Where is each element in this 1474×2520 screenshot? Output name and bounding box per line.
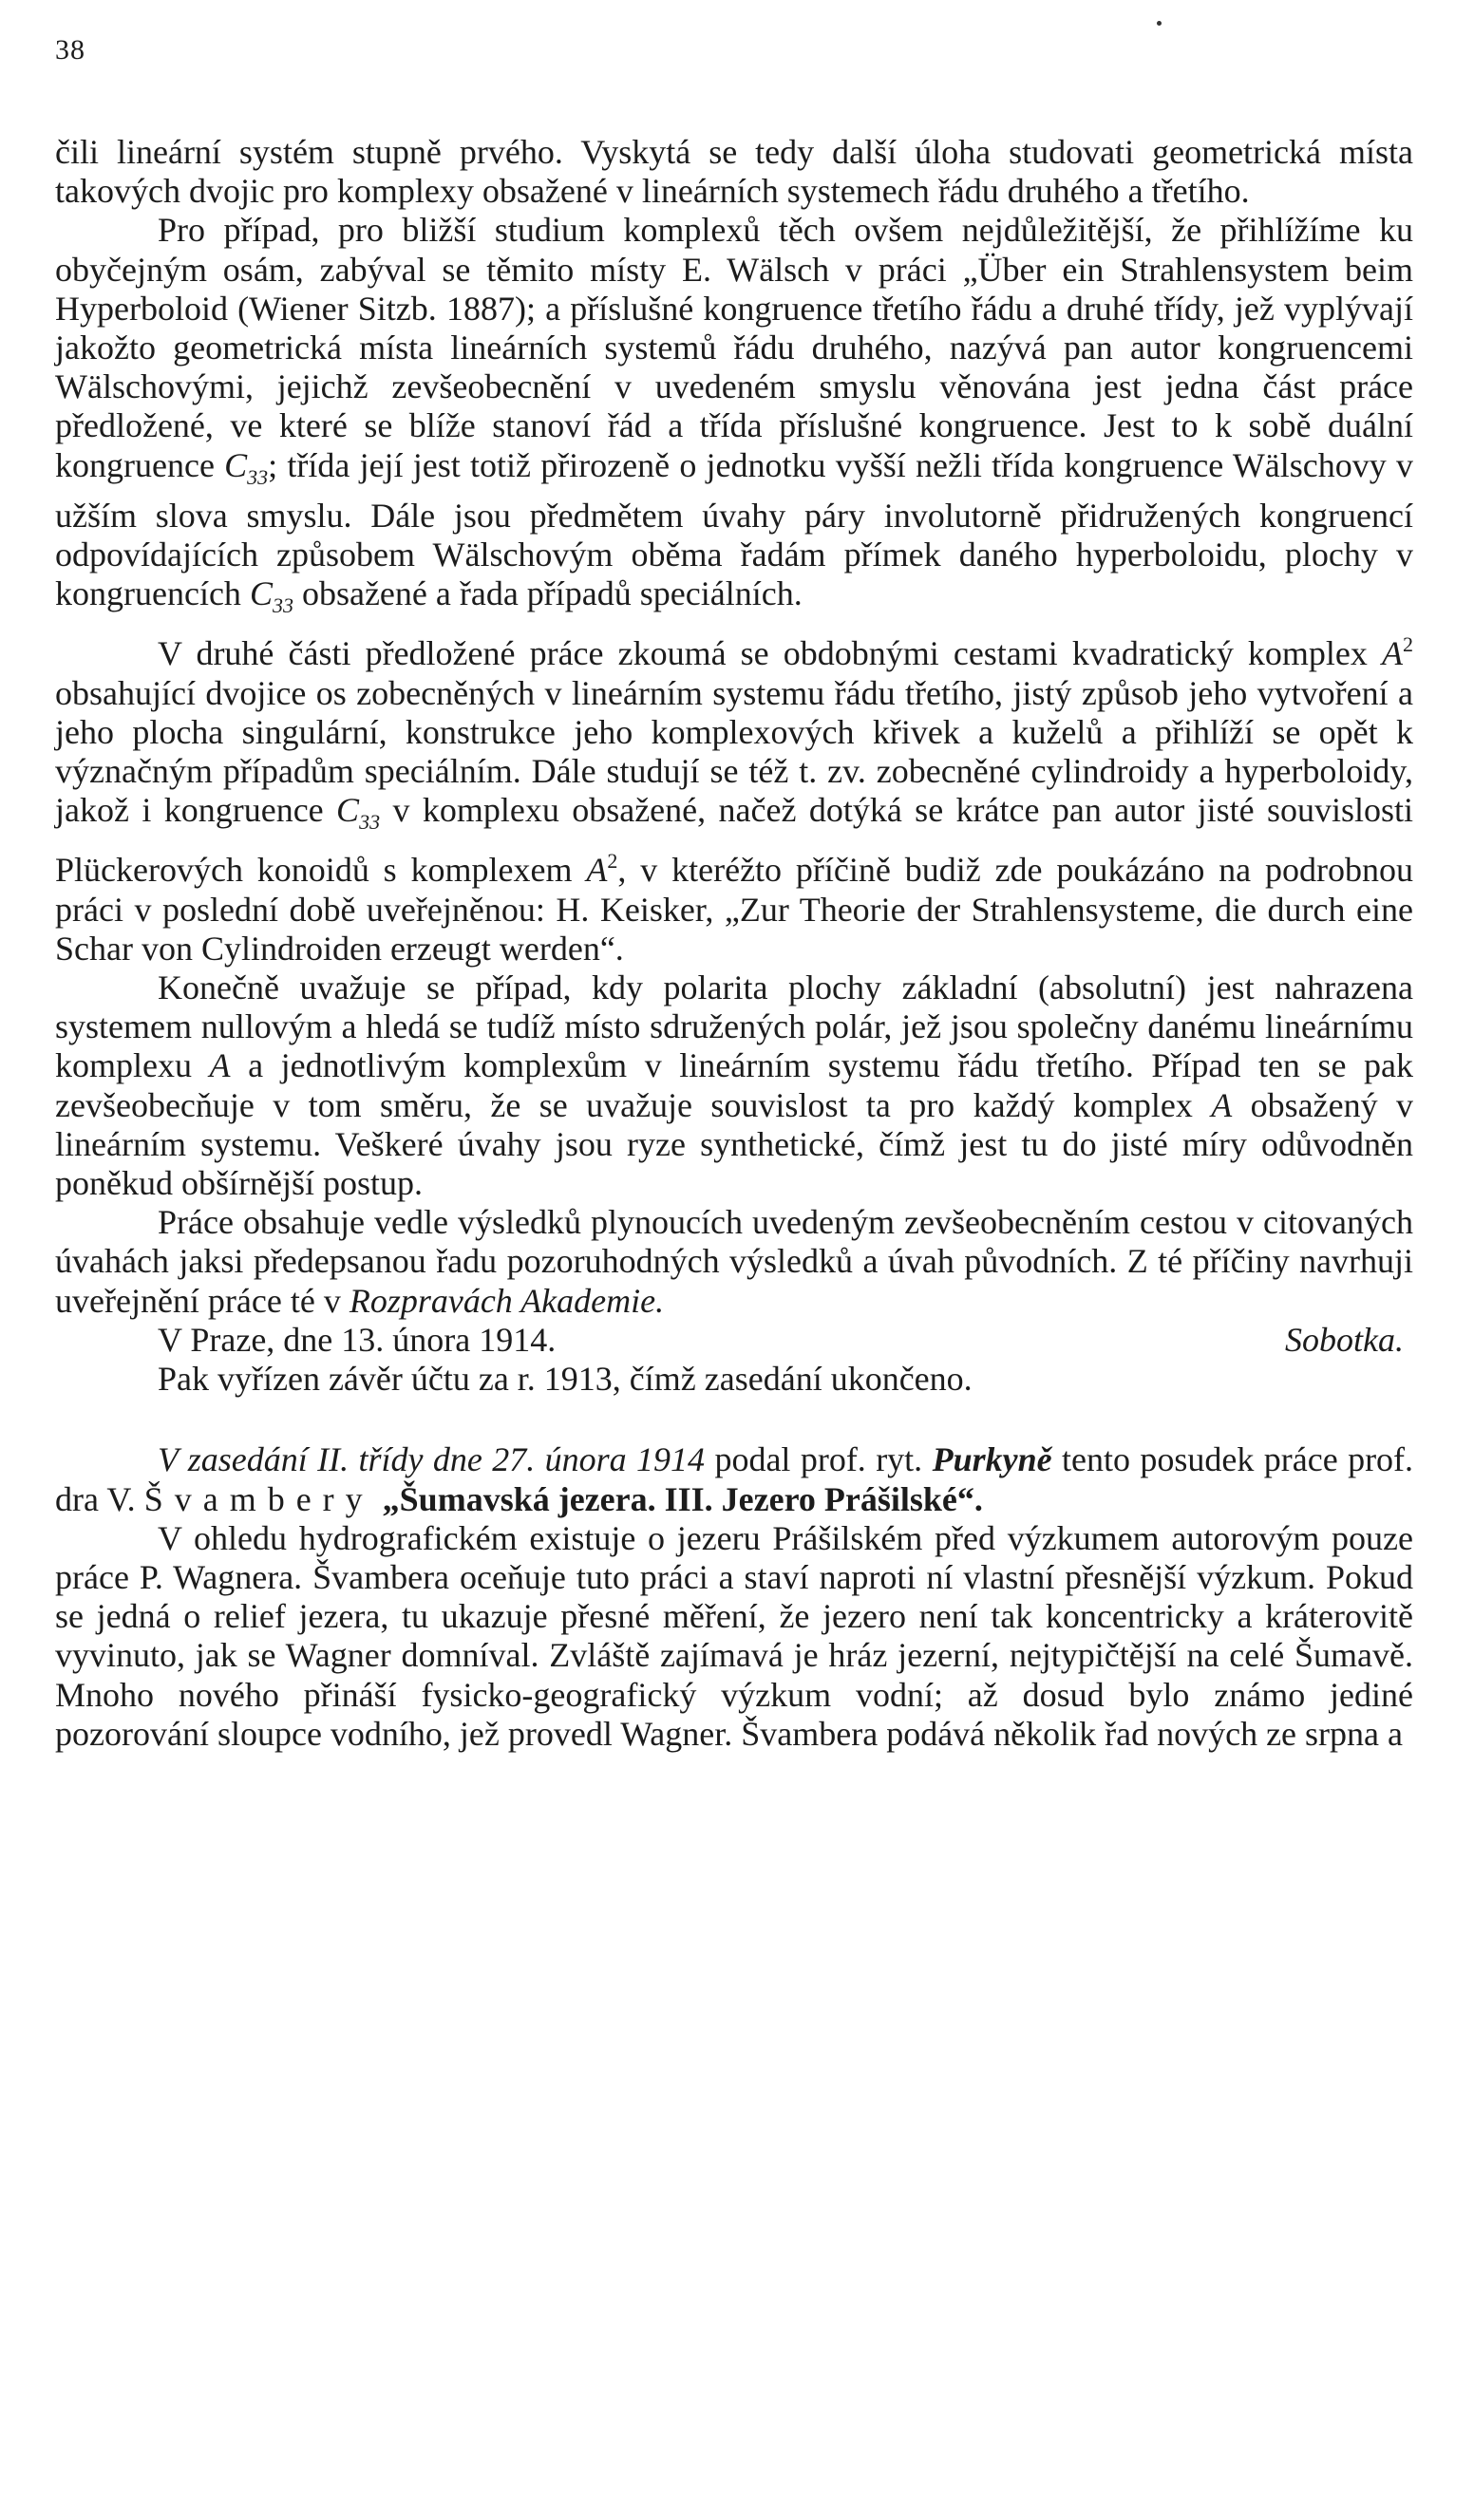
paragraph: V druhé části předložené práce zkoumá se obdobnými cestami kvadratický komplex $A^2$ obsahující dvojice os zobecněných v lineárním systemu řádu třetího, jistý způsob jeho vytvoření a jeho plocha singulární, konstrukce jeho komplexových křivek a kuželů a přihlíží se opět k význačným případům speciálním. Dále studují se též t. zv. zobecněné cylindroidy a hyperboloidy, jakož i kongruence $C_{33}$ v komplexu obsažené, načež dotýká se krátce pan autor jisté souvislosti Plückerových konoidů s komplexem $A^2$, v kteréžto příčině budiž zde poukázáno na podrobnou práci v poslední době uveřejněnou: H. Keisker, „Zur Theorie der Strahlensysteme, die durch eine Schar von Cylindroiden erzeugt werden“. [55, 632, 1414, 968]
paragraph: čili lineární systém stupně prvého. Vyskytá se tedy další úloha studovati geometrická místa takových dvojic pro komplexy obsažené v lineárních systemech řádu druhého a třetího. [55, 133, 1413, 211]
section-gap [55, 1399, 1413, 1440]
paragraph: V zasedání II. třídy dne 27. února 1914 podal prof. ryt. Purkyně tento posudek práce prof. dra V. Švambery „Šumavská jezera. III. Jezero Prášilské“. [55, 1440, 1414, 1518]
place-date: V Praze, dne 13. února 1914. [158, 1320, 557, 1359]
paragraph: V ohledu hydrografickém existuje o jezeru Prášilském před výzkumem autorovým pouze práce P. Wagnera. Švambera oceňuje tuto práci a staví naproti ní vlastní přesnější výzkum. Pokud se jedná o relief jezera, tu ukazuje přesné měření, že jezero není tak koncentricky a kráterovitě vyvinuto, jak se Wagner domníval. Zvláště zajímavá je hráz jezerní, nejtypičtější na celé Šumavě. Mnoho nového přináší fysicko-geografický výzkum vodní; až dosud bylo známo jediné pozorování sloupce vodního, jež provedl Wagner. Švambera podává několik řad nových ze srpna a [55, 1518, 1413, 1753]
page-number: 38 [55, 34, 85, 66]
paragraph: Pak vyřízen závěr účtu za r. 1913, čímž zasedání ukončeno. [158, 1360, 973, 1399]
signer: Sobotka. [1285, 1320, 1404, 1359]
print-speck [1157, 21, 1162, 26]
body-text [55, 133, 1413, 1754]
paragraph: Konečně uvažuje se případ, kdy polarita plochy základní (absolutní) jest nahrazena systemem nullovým a hledá se tudíž místo sdružených polár, jež jsou společny danému lineárnímu komplexu A a jednotlivým komplexům v lineárním systemu řádu třetího. Případ ten se pak zevšeobecňuje v tom směru, že se uvažuje souvislost ta pro každý komplex A obsažený v lineárním systemu. Veškeré úvahy jsou ryze synthetické, čímž jest tu do jisté míry odůvodněn poněkud obšírnější postup. [55, 969, 1414, 1203]
signature-line [55, 1321, 1413, 1360]
paragraph: Pro případ, pro bližší studium komplexů těch ovšem nejdůležitější, že přihlížíme ku obyčejným osám, zabýval se těmito místy E. Wälsch v práci „Über ein Strahlensystem beim Hyperboloid (Wiener Sitzb. 1887); a příslušné kongruence třetího řádu a druhé třídy, jež vyplývají jakožto geometrická místa lineárních systemů řádu druhého, nazývá pan autor kongruencemi Wälschovými, jejichž zevšeobecnění v uvedeném smyslu věnována jest jedna část práce předložené, ve které se blíže stanoví řád a třída příslušné kongruence. Jest to k sobě duální kongruence $C_{33}$; třída její jest totiž přirozeně o jednotku vyšší nežli třída kongruence Wälschovy v užším slova smyslu. Dále jsou předmětem úvahy páry involutorně přidružených kongruencí odpovídajících způsobem Wälschovým oběma řadám přímek daného hyperboloidu, plochy v kongruencích $C_{33}$ obsažené a řada případů speciálních. [55, 211, 1413, 618]
paragraph: Práce obsahuje vedle výsledků plynoucích uvedeným zevšeobecněním cestou v citovaných úvahách jaksi předepsanou řadu pozoruhodných výsledků a úvah původních. Z té příčiny navrhuji uveřejnění práce té v Rozpravách Akademie. [55, 1203, 1413, 1320]
